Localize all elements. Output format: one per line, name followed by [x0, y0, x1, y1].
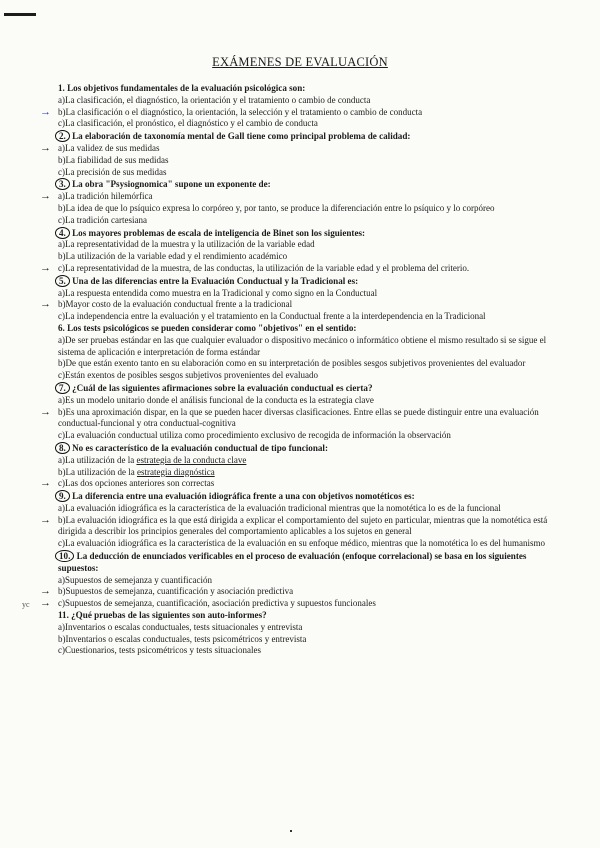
exam-body: [22, 83, 558, 657]
top-mark: [4, 13, 36, 16]
arrow-icon: →: [40, 405, 51, 418]
question-7: 7. ¿Cuál de las siguientes afirmaciones sobre la evaluación conductual es cierta?: [58, 382, 558, 395]
circled-number: 9.: [55, 490, 70, 502]
arrow-icon: →: [40, 513, 51, 526]
q10-option-b: → b)Supuestos de semejanza, cuantificación y asociación predictiva: [40, 585, 294, 598]
question-4: 4. Los mayores problemas de escala de inteligencia de Binet son los siguientes:: [58, 227, 558, 240]
question-10: 10. La deducción de enunciados verificables en el proceso de evaluación (enfoque correlacional) se basa en los siguientes supuestos:: [58, 550, 558, 575]
question-9: 9. La diferencia entre una evaluación idiográfica frente a una con objetivos nomotéticos es:: [58, 490, 558, 503]
circled-number: 7.: [55, 382, 70, 394]
question-3: 3. La obra "Psysiognomica" supone un exponente de:: [58, 178, 558, 191]
question-8: 8. No es característico de la evaluación conductual de tipo funcional:: [58, 442, 558, 455]
q5-option-a: a)La respuesta entendida como muestra en la Tradicional y como signo en la Conductual: [58, 287, 378, 298]
q2-option-c: c)La precisión de sus medidas: [58, 166, 167, 177]
circled-number: 4.: [55, 227, 70, 239]
q3-option-a: → a)La tradición hilemórfica: [40, 190, 153, 203]
q8-option-c: → c)Las dos opciones anteriores son correctas: [40, 477, 215, 490]
arrow-icon: →: [40, 105, 51, 118]
circled-number: 2.: [55, 130, 70, 142]
circled-number: 5.: [55, 275, 70, 287]
arrow-icon: →: [40, 141, 51, 154]
underlined-phrase: estrategia de la conducta clave: [136, 454, 247, 465]
question-5: 5. Una de las diferencias entre la Evaluación Conductual y la Tradicional es:: [58, 275, 558, 288]
q6-option-c: c)Están exentos de posibles sesgos subjetivos provenientes del evaluado: [58, 370, 318, 381]
q8-option-b: b)La utilización de la estrategia diagnóstica: [58, 466, 215, 477]
question-11: 11. ¿Qué pruebas de las siguientes son auto-informes?: [58, 610, 267, 621]
q3-option-c: c)La tradición cartesiana: [58, 214, 147, 225]
question-1: 1. Los objetivos fundamentales de la evaluación psicológica son:: [58, 83, 306, 93]
question-6: 6. Los tests psicológicos se pueden considerar como "objetivos" en el sentido:: [58, 322, 357, 333]
q2-option-a: → a)La validez de sus medidas: [40, 141, 160, 154]
q10-option-c: yc → c)Supuestos de semejanza, cuantificación, asociación predictiva y supuestos funcionales: [22, 597, 376, 610]
arrow-icon: →: [40, 477, 51, 490]
q6-option-b: b)De que están exento tanto en su elaboración como en su interpretación de posibles sesgos subjetivos provenientes del evaluador: [58, 358, 526, 369]
q9-option-b: → b)La evaluación idiográfica es la que está dirigida a explicar el comportamiento del sujeto en particular, mientras que la nomotética está dirigida a describir los principios generales del comportamiento aplicables a los sujetos en general: [40, 513, 548, 537]
margin-note: yc: [22, 600, 30, 610]
arrow-icon: →: [40, 261, 51, 274]
arrow-icon: →: [40, 190, 51, 203]
arrow-icon: →: [40, 585, 51, 598]
q11-option-c: c)Cuestionarios, tests psicométricos y tests situacionales: [58, 645, 261, 656]
q1-option-a: a)La clasificación, el diagnóstico, la orientación y el tratamiento o cambio de conducta: [58, 94, 371, 105]
circled-number: 3.: [55, 178, 70, 190]
q4-option-b: b)La utilización de la variable edad y el rendimiento académico: [58, 251, 288, 262]
arrow-icon: →: [40, 298, 51, 311]
underlined-phrase: estrategia diagnóstica: [136, 466, 215, 477]
q7-option-a: a)Es un modelo unitario donde el análisis funcional de la conducta es la estrategia clave: [58, 394, 374, 405]
q11-option-b: b)Inventarios o escalas conductuales, tests psicométricos y entrevista: [58, 633, 307, 644]
circled-number: 8.: [55, 442, 70, 454]
q8-option-a: a)La utilización de la estrategia de la conducta clave: [58, 454, 247, 465]
q4-option-c: → c)La representatividad de la muestra, de las conductas, la utilización de la variable edad y el problema del criterio.: [40, 261, 470, 274]
q1-option-b: → b)La clasificación o el diagnóstico, la orientación, la selección y el tratamiento o cambio de conducta: [40, 105, 423, 118]
q7-option-b: → b)Es una aproximación dispar, en la que se pueden hacer diversas clasificaciones. Entre ellas se puede distinguir entre una evaluación conductual-funcional y otra conductual-cognitiva: [40, 405, 539, 429]
page-title: EXÁMENES DE EVALUACIÓN: [212, 55, 388, 69]
arrow-icon: →: [40, 597, 51, 610]
q9-option-c: c)La evaluación idiográfica es la característica de la evaluación en su enfoque médico, mientras que la nomotética lo es del humanismo: [58, 538, 546, 549]
q2-option-b: b)La fiabilidad de sus medidas: [58, 154, 169, 165]
q4-option-a: a)La representatividad de la muestra y la utilización de la variable edad: [58, 239, 315, 250]
q7-option-c: c)La evaluación conductual utiliza como procedimiento exclusivo de recogida de información la observación: [58, 430, 451, 441]
question-2: 2. La elaboración de taxonomía mental de Gall tiene como principal problema de calidad:: [58, 130, 558, 143]
q11-option-a: a)Inventarios o escalas conductuales, tests situacionales y entrevista: [58, 621, 303, 632]
q1-option-c: c)La clasificación, el pronóstico, el diagnóstico y el cambio de conducta: [58, 118, 318, 129]
q6-option-a: a)De ser pruebas estándar en las que cualquier evaluador o dispositivo mecánico o informático obtiene el mismo resultado si se sigue el sistema de aplicación e interpretación de forma estándar: [58, 334, 547, 357]
q9-option-a: a)La evaluación idiográfica es la característica de la evaluación tradicional mientras que la nomotética lo es de la funcional: [58, 502, 501, 513]
page-dot: [290, 830, 292, 832]
q3-option-b: b)La idea de que lo psíquico expresa lo corpóreo y, por tanto, se produce la diferenciación entre lo psíquico y lo corpóreo: [58, 202, 495, 213]
q5-option-c: c)La independencia entre la evaluación y el tratamiento en la Conductual frente a la interdependencia en la Tradicional: [58, 311, 486, 322]
q5-option-b: → b)Mayor costo de la evaluación conductual frente a la tradicional: [40, 298, 293, 311]
circled-number: 10.: [55, 550, 74, 562]
q10-option-a: a)Supuestos de semejanza y cuantificación: [58, 574, 212, 585]
